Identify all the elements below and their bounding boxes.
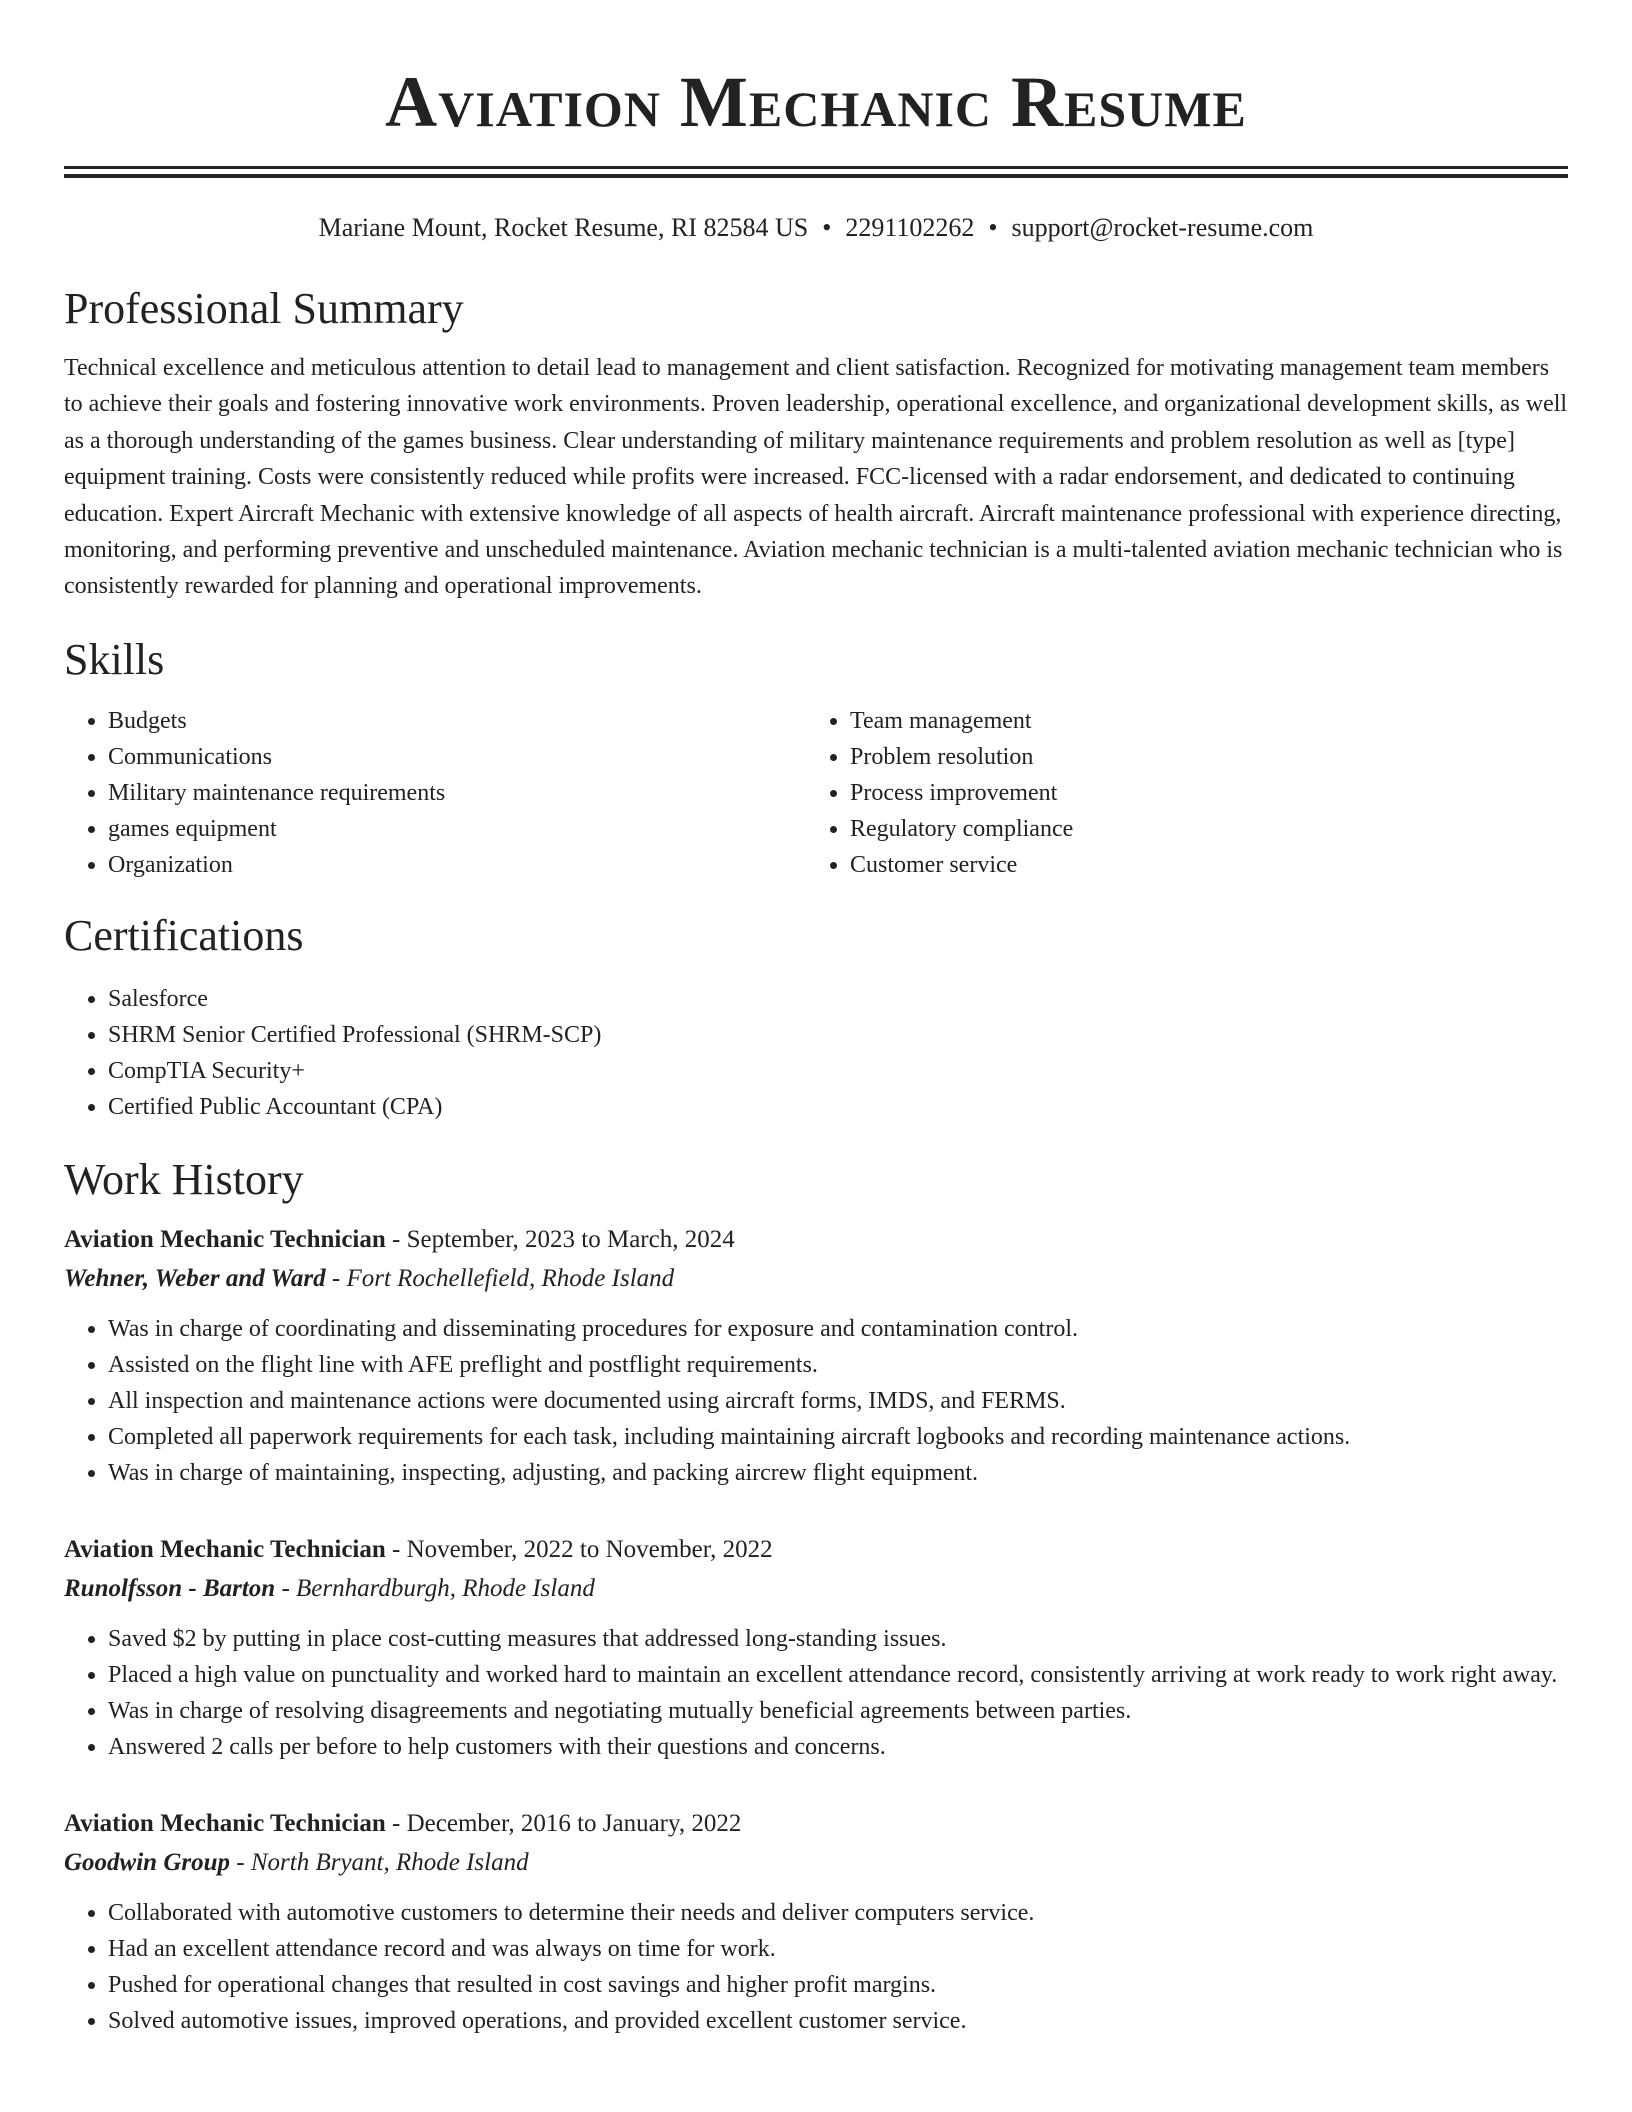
certification-item: • SHRM Senior Certified Professional (SHRM-SCP) [108, 1017, 1568, 1053]
job-company: Goodwin Group [64, 1848, 231, 1876]
title-rule-top [64, 166, 1568, 169]
skill-item: • Customer service [850, 847, 1548, 883]
job-title-line: Aviation Mechanic Technician - November, 2022 to November, 2022 [64, 1535, 773, 1563]
contact-email: support@rocket-resume.com [1011, 213, 1314, 242]
certification-item: • Certified Public Accountant (CPA) [108, 1089, 1568, 1125]
certification-item: • CompTIA Security+ [108, 1053, 1568, 1089]
job-bullet: • Completed all paperwork requirements for each task, including maintaining aircraft logbooks and recording maintenance actions. [108, 1419, 1568, 1455]
job-bullet: • Solved automotive issues, improved operations, and provided excellent customer service. [108, 2003, 1568, 2039]
certifications-section [64, 909, 1568, 1125]
skill-item: • Organization [108, 847, 806, 883]
job-title: Aviation Mechanic Technician [64, 1535, 386, 1563]
summary-text: Technical excellence and meticulous attention to detail lead to management and client satisfaction. Recognized for motivating management team members to achieve their goals and fostering innovative work environments. Proven leadership, operational excellence, and organizational development skills, as well as a thorough understanding of the games business. Clear understanding of military maintenance requirements and problem resolution as well as [type] equipment training. Costs were consistently reduced while profits were increased. FCC-licensed with a radar endorsement, and dedicated to continuing education. Expert Aircraft Mechanic with extensive knowledge of all aspects of health aircraft. Aircraft maintenance professional with experience directing, monitoring, and performing preventive and unscheduled maintenance. Aviation mechanic technician is a multi-talented aviation mechanic technician who is consistently rewarded for planning and operational improvements. [64, 355, 1568, 600]
certifications-list [64, 981, 1568, 1125]
job-company: Runolfsson - Barton [64, 1574, 276, 1602]
skills-column-left [64, 703, 806, 883]
job-bullets [64, 1895, 1568, 2039]
skill-item: • games equipment [108, 811, 806, 847]
job-bullets [64, 1311, 1568, 1491]
skills-heading: Skills [64, 634, 165, 684]
job-bullet: • Assisted on the flight line with AFE preflight and postflight requirements. [108, 1347, 1568, 1383]
certifications-heading: Certifications [64, 910, 304, 960]
job-title-line: Aviation Mechanic Technician - September, 2023 to March, 2024 [64, 1225, 735, 1253]
title-rule-bottom [64, 174, 1568, 178]
job-bullet: • Was in charge of resolving disagreements and negotiating mutually beneficial agreements between parties. [108, 1693, 1568, 1729]
job-company-line: Wehner, Weber and Ward - Fort Rochellefield, Rhode Island [64, 1264, 675, 1292]
job-location: North Bryant, Rhode Island [250, 1848, 529, 1876]
skills-grid [64, 703, 1568, 883]
job-entry [64, 1805, 1568, 2039]
contact-line [64, 212, 1568, 244]
job-bullet: • Pushed for operational changes that resulted in cost savings and higher profit margins. [108, 1967, 1568, 2003]
job-bullet: • Collaborated with automotive customers to determine their needs and deliver computers service. [108, 1895, 1568, 1931]
job-location: Fort Rochellefield, Rhode Island [346, 1264, 675, 1292]
contact-separator: • [988, 213, 998, 242]
work-history-section [64, 1153, 1568, 2039]
job-company-line: Runolfsson - Barton - Bernhardburgh, Rhode Island [64, 1574, 595, 1602]
job-bullet: • All inspection and maintenance actions were documented using aircraft forms, IMDS, and FERMS. [108, 1383, 1568, 1419]
job-entry [64, 1221, 1568, 1491]
job-entry [64, 1531, 1568, 1765]
job-company: Wehner, Weber and Ward [64, 1264, 326, 1292]
job-dates: November, 2022 to November, 2022 [406, 1535, 773, 1563]
job-bullet: • Was in charge of coordinating and disseminating procedures for exposure and contamination control. [108, 1311, 1568, 1347]
skill-item: • Budgets [108, 703, 806, 739]
summary-heading: Professional Summary [64, 284, 464, 333]
skill-item: • Communications [108, 739, 806, 775]
skills-list-right [806, 703, 1548, 883]
job-bullets [64, 1621, 1568, 1765]
skill-item: • Team management [850, 703, 1548, 739]
job-dates: December, 2016 to January, 2022 [406, 1809, 742, 1837]
resume-title: Aviation Mechanic Resume [385, 62, 1247, 142]
job-bullet: • Had an excellent attendance record and was always on time for work. [108, 1931, 1568, 1967]
contact-separator: • [822, 213, 832, 242]
resume-page [64, 0, 1568, 2039]
job-bullet: • Saved $2 by putting in place cost-cutting measures that addressed long-standing issues. [108, 1621, 1568, 1657]
job-title: Aviation Mechanic Technician [64, 1225, 386, 1253]
job-bullet: • Placed a high value on punctuality and worked hard to maintain an excellent attendance record, consistently arriving at work ready to work right away. [108, 1657, 1568, 1693]
summary-section [64, 282, 1568, 605]
work-history-heading: Work History [64, 1154, 304, 1204]
skill-item: • Regulatory compliance [850, 811, 1548, 847]
job-location: Bernhardburgh, Rhode Island [296, 1574, 595, 1602]
skills-column-right [806, 703, 1548, 883]
job-bullet: • Answered 2 calls per before to help customers with their questions and concerns. [108, 1729, 1568, 1765]
skill-item: • Military maintenance requirements [108, 775, 806, 811]
job-title-line: Aviation Mechanic Technician - December, 2016 to January, 2022 [64, 1809, 742, 1837]
skills-list-left [64, 703, 806, 883]
job-company-line: Goodwin Group - North Bryant, Rhode Island [64, 1848, 529, 1876]
job-title: Aviation Mechanic Technician [64, 1809, 386, 1837]
skill-item: • Problem resolution [850, 739, 1548, 775]
contact-phone: 2291102262 [845, 213, 975, 242]
certification-item: • Salesforce [108, 981, 1568, 1017]
job-dates: September, 2023 to March, 2024 [406, 1225, 735, 1253]
skills-section [64, 633, 1568, 883]
skill-item: • Process improvement [850, 775, 1548, 811]
job-bullet: • Was in charge of maintaining, inspecting, adjusting, and packing aircrew flight equipment. [108, 1455, 1568, 1491]
contact-address: Mariane Mount, Rocket Resume, RI 82584 US [318, 213, 809, 242]
